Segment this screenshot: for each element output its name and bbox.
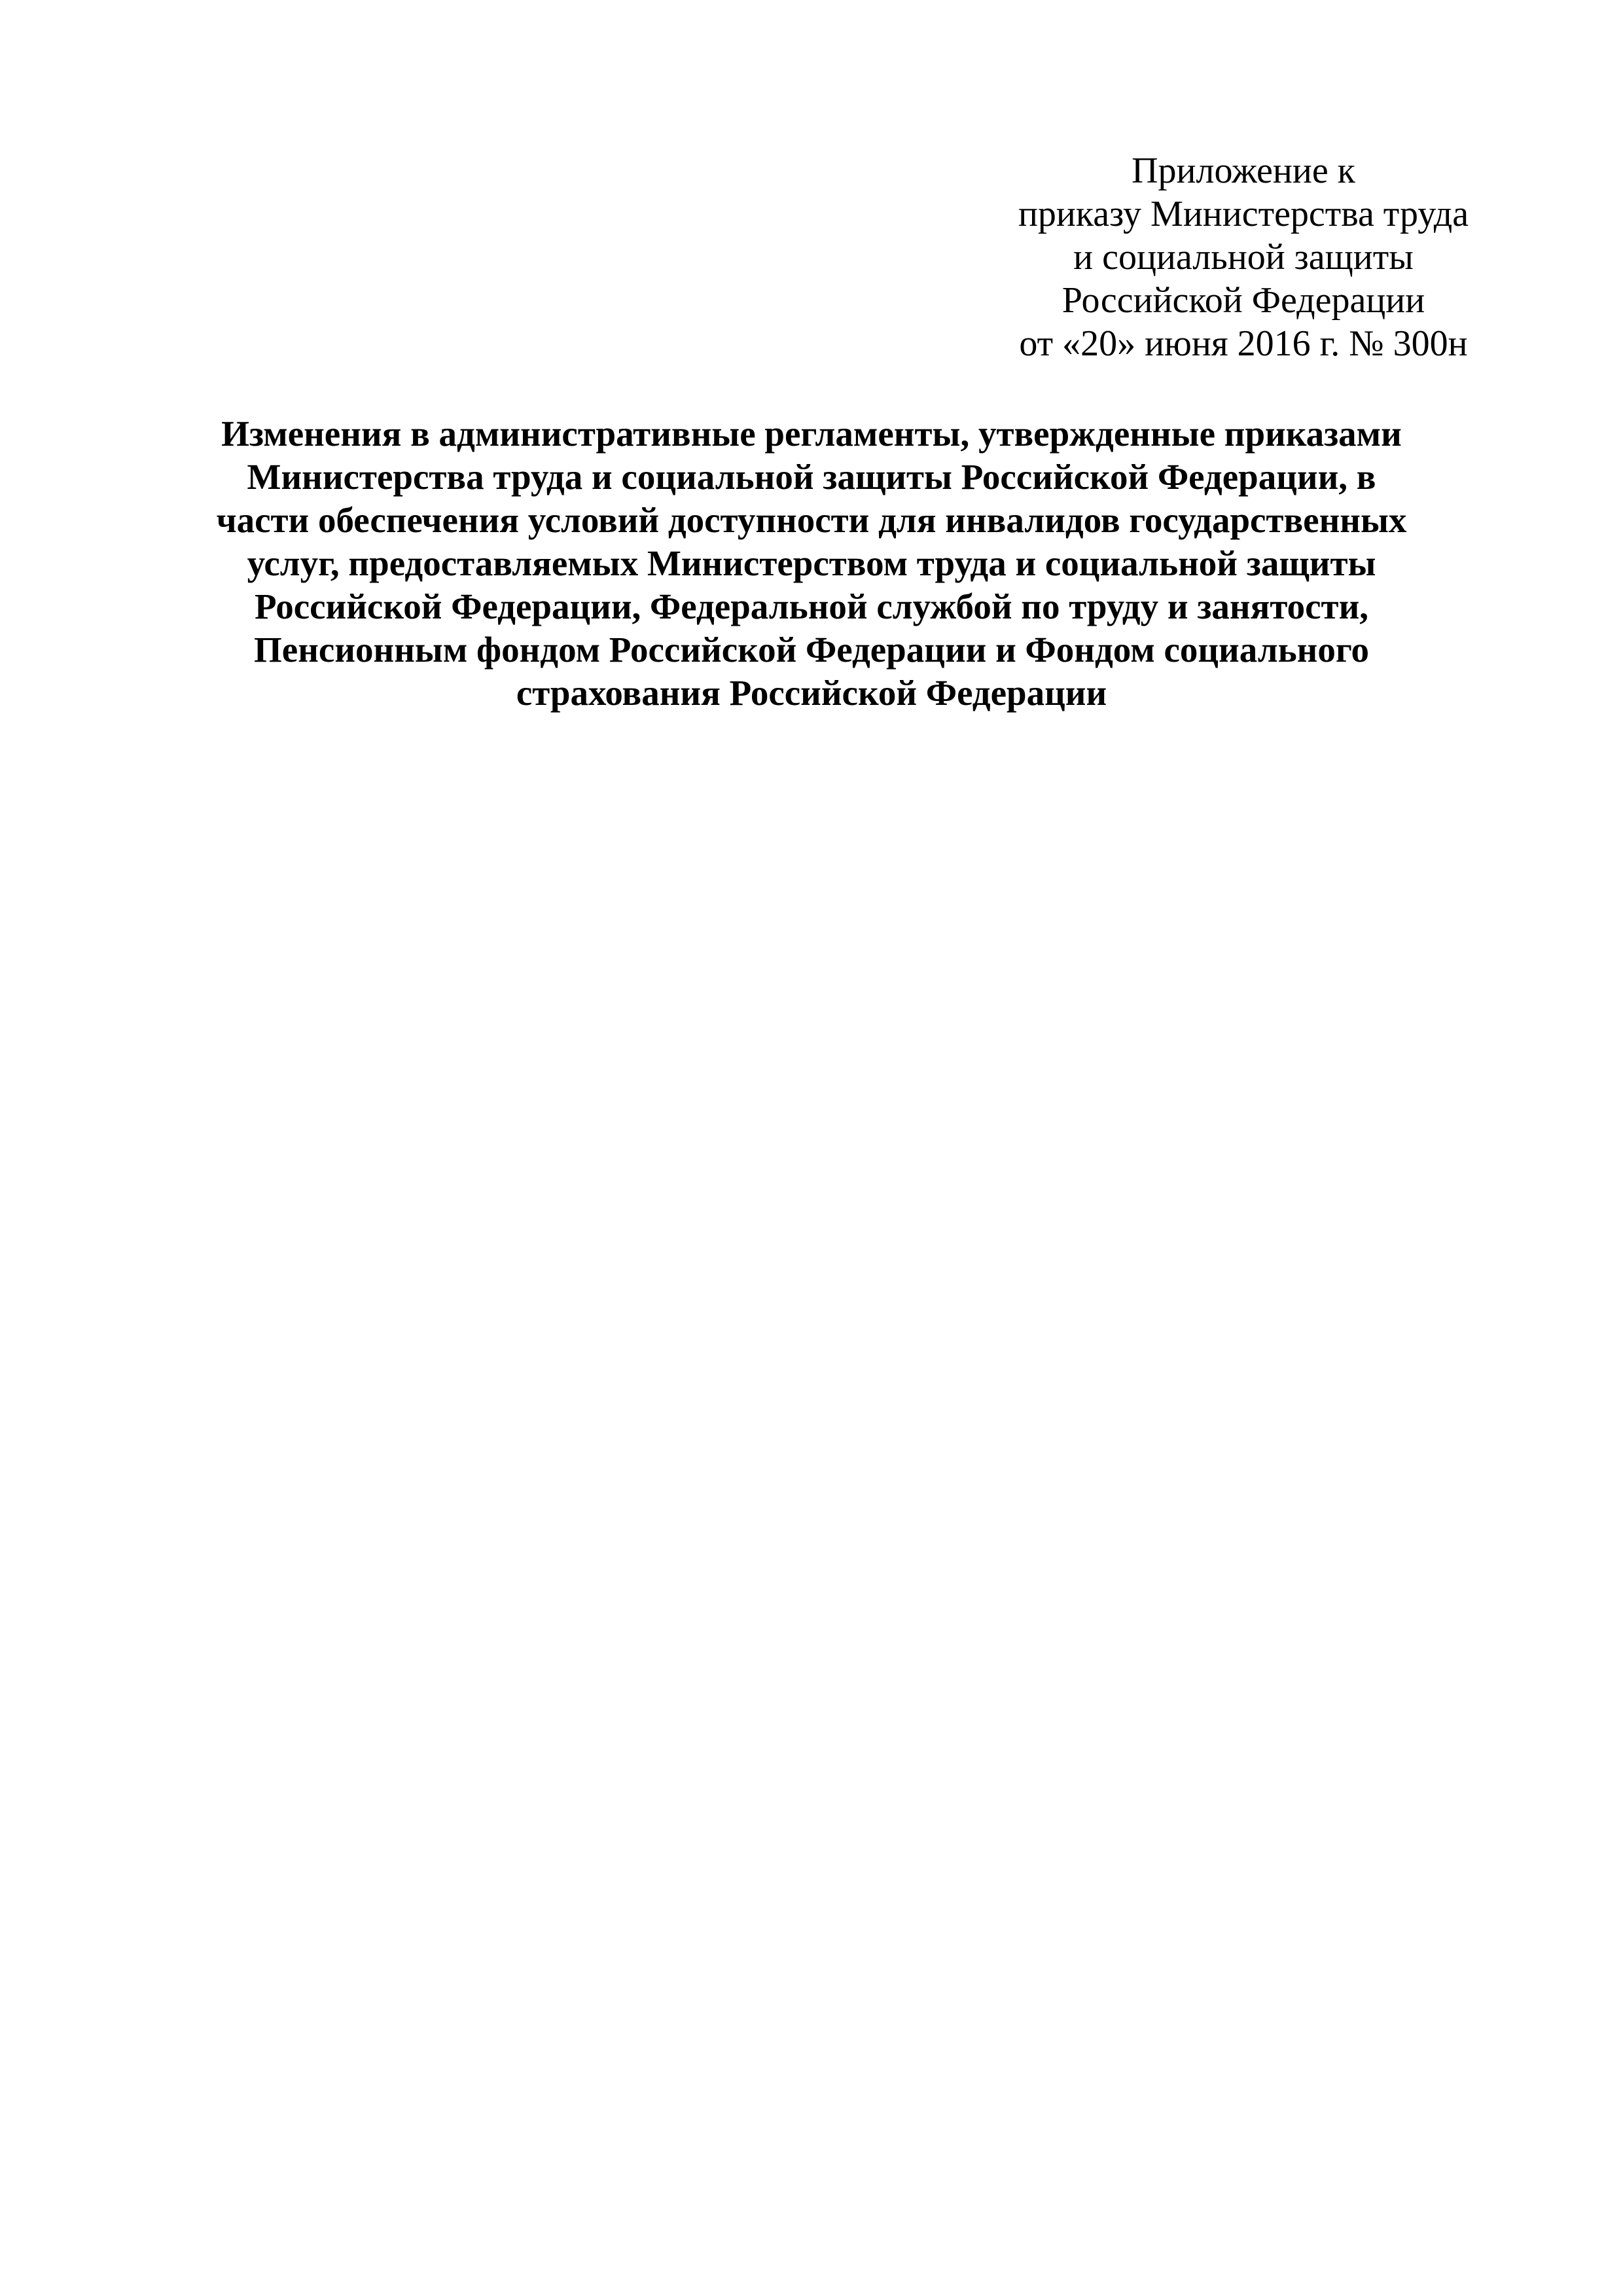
title-line: Изменения в административные регламенты, утвержденные приказами bbox=[221, 414, 1402, 454]
title-line: Пенсионным фондом Российской Федерации и Фондом социального bbox=[254, 630, 1369, 670]
title-line: страхования Российской Федерации bbox=[516, 673, 1107, 713]
appendix-line: Российской Федерации bbox=[1061, 280, 1425, 321]
title-line: Российской Федерации, Федеральной службой по труду и занятости, bbox=[254, 586, 1369, 626]
title-line: услуг, предоставляемых Министерством труда и социальной защиты bbox=[247, 543, 1376, 583]
title-line: части обеспечения условий доступности для инвалидов государственных bbox=[216, 500, 1407, 540]
document-title bbox=[196, 412, 1427, 715]
appendix-line: и социальной защиты bbox=[1073, 237, 1414, 278]
appendix-line: Приложение к bbox=[1132, 151, 1355, 191]
appendix-line: приказу Министерства труда bbox=[1018, 194, 1469, 234]
title-line: Министерства труда и социальной защиты Российской Федерации, в bbox=[247, 457, 1376, 497]
appendix-reference bbox=[949, 149, 1538, 365]
appendix-line: от «20» июня 2016 г. № 300н bbox=[1019, 323, 1468, 364]
